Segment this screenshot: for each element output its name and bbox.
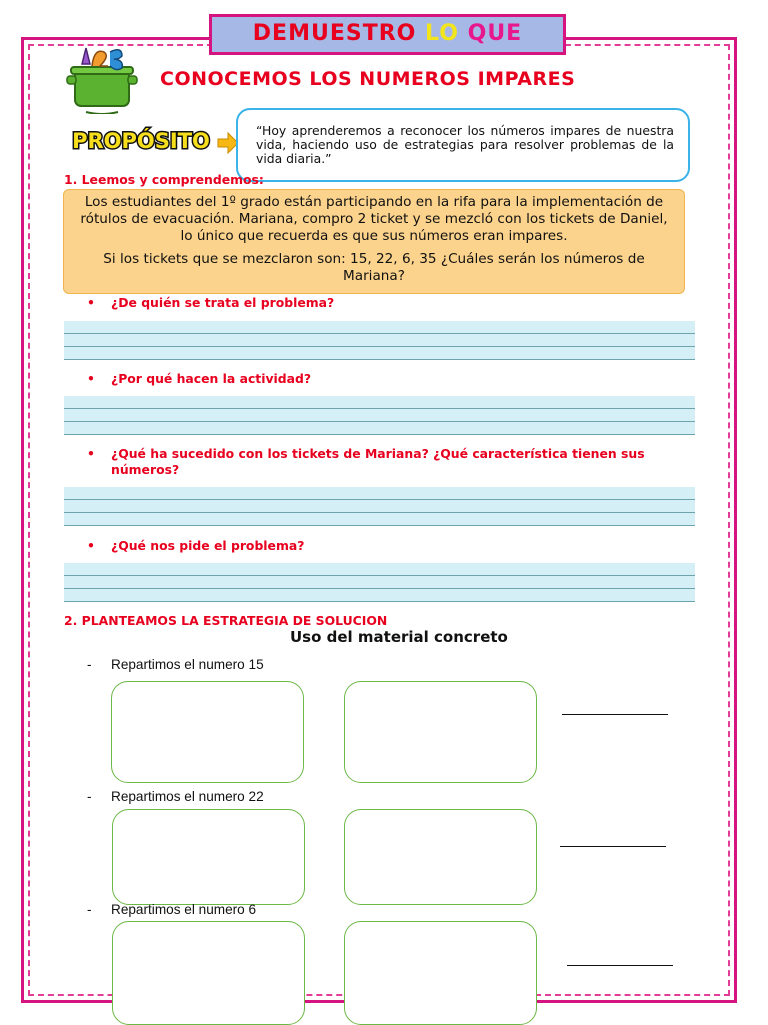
page-title: CONOCEMOS LOS NUMEROS IMPARES bbox=[160, 68, 576, 90]
pot-123-icon bbox=[66, 42, 138, 114]
question-2-text: ¿Por qué hacen la actividad? bbox=[111, 371, 312, 386]
purpose-box bbox=[236, 108, 690, 182]
banner-word-1: DEMUESTRO bbox=[252, 21, 426, 46]
dash: - bbox=[87, 902, 92, 917]
answer-blank[interactable] bbox=[562, 714, 668, 715]
purpose-text: “Hoy aprenderemos a reconocer los números impares de nuestra vida, haciendo uso de estrategias para resolver problemas de la vida diaria.” bbox=[256, 123, 674, 166]
distribution-text: Repartimos el numero 15 bbox=[111, 657, 264, 672]
answer-lines-1[interactable] bbox=[64, 321, 695, 360]
section-1-heading: 1. Leemos y comprendemos: bbox=[64, 172, 264, 187]
question-4 bbox=[87, 538, 677, 554]
answer-blank[interactable] bbox=[560, 846, 666, 847]
question-3 bbox=[87, 446, 677, 478]
answer-lines-2[interactable] bbox=[64, 396, 695, 435]
problem-paragraph-1: Los estudiantes del 1º grado están participando en la rifa para la implementación de rótulos de evacuación. Mariana, compro 2 ticket y se mezcló con los tickets de Daniel, lo único que recuerda es que sus números eran impares. bbox=[80, 194, 668, 244]
drawing-box[interactable] bbox=[112, 809, 305, 905]
drawing-box[interactable] bbox=[344, 681, 537, 783]
drawing-box[interactable] bbox=[111, 681, 304, 783]
section-2-subtitle: Uso del material concreto bbox=[290, 628, 508, 646]
distribution-label-6 bbox=[87, 902, 256, 917]
purpose-label-text: PROPÓSITO bbox=[72, 129, 210, 153]
problem-box bbox=[63, 189, 685, 294]
bullet: • bbox=[87, 371, 95, 386]
problem-paragraph-2: Si los tickets que se mezclaron son: 15, 22, 6, 35 ¿Cuáles serán los números de Mariana? bbox=[103, 251, 645, 284]
bullet: • bbox=[87, 295, 95, 310]
answer-lines-4[interactable] bbox=[64, 563, 695, 602]
answer-lines-3[interactable] bbox=[64, 487, 695, 526]
question-2 bbox=[87, 371, 677, 387]
question-1 bbox=[87, 295, 677, 311]
purpose-label bbox=[66, 123, 216, 157]
distribution-label-15 bbox=[87, 657, 264, 672]
drawing-box[interactable] bbox=[112, 921, 305, 1025]
banner-word-2: LO bbox=[425, 21, 459, 46]
dash: - bbox=[87, 657, 92, 672]
question-1-text: ¿De quién se trata el problema? bbox=[111, 295, 335, 310]
question-4-text: ¿Qué nos pide el problema? bbox=[111, 538, 305, 553]
answer-blank[interactable] bbox=[567, 965, 673, 966]
dash: - bbox=[87, 789, 92, 804]
drawing-box[interactable] bbox=[344, 921, 537, 1025]
distribution-text: Repartimos el numero 22 bbox=[111, 789, 264, 804]
distribution-label-22 bbox=[87, 789, 264, 804]
header-banner bbox=[209, 14, 566, 55]
bullet: • bbox=[87, 446, 95, 461]
distribution-text: Repartimos el numero 6 bbox=[111, 902, 257, 917]
drawing-box[interactable] bbox=[344, 809, 537, 905]
banner-word-3: QUE bbox=[458, 21, 523, 46]
bullet: • bbox=[87, 538, 95, 553]
question-3-text: ¿Qué ha sucedido con los tickets de Mariana? ¿Qué característica tienen sus números? bbox=[111, 446, 645, 477]
section-2-heading: 2. PLANTEAMOS LA ESTRATEGIA DE SOLUCION bbox=[64, 613, 388, 628]
